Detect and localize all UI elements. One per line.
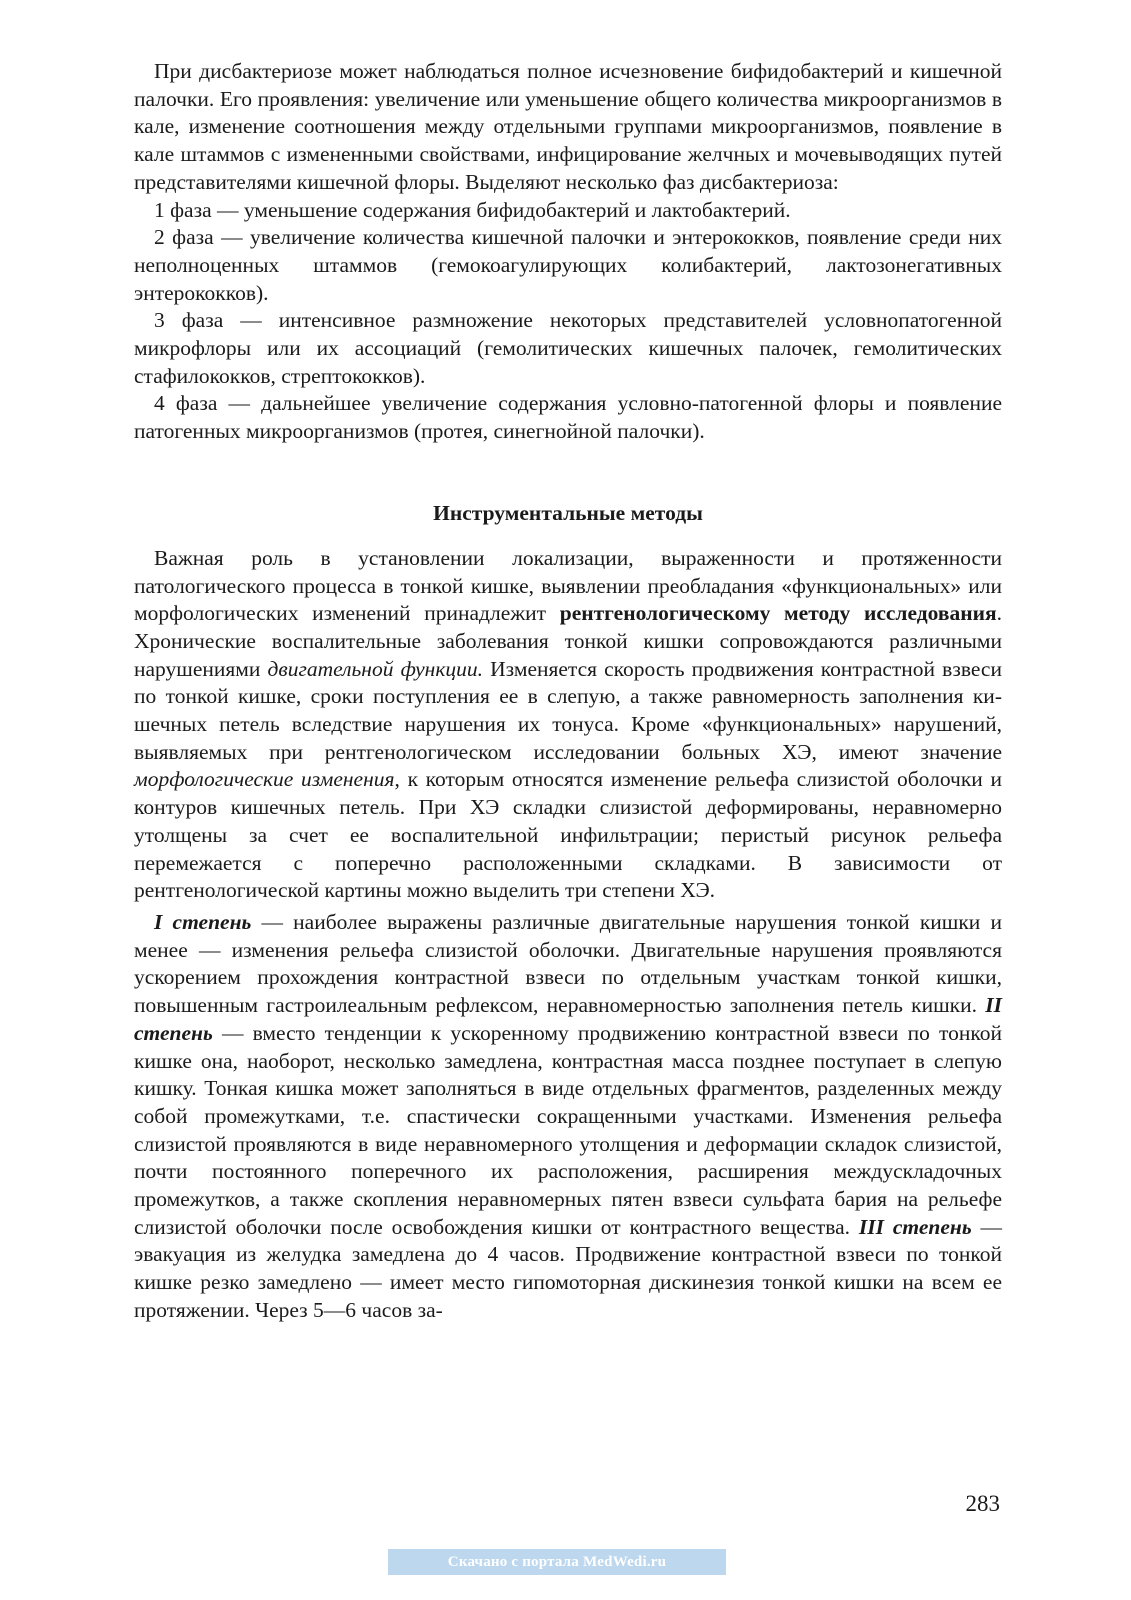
page-content — [134, 58, 1002, 1325]
text-run: Важная роль в установлении локализации, выраженности и протяженности патологического процесса в тонкой кишке, выявлении преобладания «функциональных» или морфологических изменений принадлежит — [134, 545, 1002, 626]
italic-term-motor-function: двигательной функции. — [267, 656, 484, 681]
intro-paragraph: При дисбактериозе может наблюдаться полное исчезновение бифидобактерий и кишечной палочки. Его проявления: увеличение или уменьшение общего количества микроорганизмов в кале, изменение соотношения между отдельными группами микроорганизмов, появление в кале штаммов с измененными свойствами, инфицирование желчных и мочевыводящих путей представителями кишечной флоры. Выделяют несколько фаз дисбактериоза: — [134, 59, 1002, 194]
phase-2-item: 2 фаза — увеличение количества кишечной палочки и энтерококков, появление среди них неполноценных штаммов (гемокоагулирующих колибактерий, лактозонегативных энтерококков). — [134, 225, 1002, 305]
italic-term-morphological-changes: морфологические изменения — [134, 767, 395, 792]
degree-2-label: II степень — [134, 993, 1002, 1045]
instrumental-methods-paragraph — [134, 545, 1002, 905]
degree-3-label: III степень — [858, 1214, 972, 1239]
text-run: — наиболее выражены различные двигательные нарушения тонкой кишки и менее — изменения рельефа слизистой оболочки. Двигательные нарушения проявляются ускорением прохождения контрастной взвеси по отдельным участкам тонкой кишки, повышенным гастроилеальным рефлексом, неравномерностью заполнения петель кишки. — [134, 909, 1002, 1018]
phase-1-item: 1 фаза — уменьшение содержания бифидобактерий и лактобактерий. — [154, 197, 791, 222]
spacer — [134, 446, 1002, 499]
degrees-paragraph — [134, 909, 1002, 1325]
text-run: Изменяется скорость продвижения контрастной взвеси по тонкой кишке, сроки поступления ее в слепую, а также равномерность заполнения кишечных петель вследствие нарушения их тонуса. Кроме «функциональных» нарушений, выявляемых при рентгенологическом исследовании больных ХЭ, имеют значение — [134, 656, 1002, 764]
degree-1-label: I степень — [154, 909, 252, 934]
text-run: , к которым относятся изменение рельефа слизистой оболочки и контуров кишечных петель. При ХЭ складки слизистой деформированы, неравномерно утолщены за счет ее воспалительной инфильтрации; перистый рисунок рельефа перемежается с поперечно расположенными складками. В зависимости от рентгенологической картины можно выделить три степени ХЭ. — [134, 767, 1002, 903]
page-number: 283 — [965, 1491, 1000, 1516]
spacer — [134, 527, 1002, 545]
watermark-banner: Скачано с портала MedWedi.ru — [388, 1549, 726, 1575]
section-heading: Инструментальные методы — [433, 500, 703, 525]
text-run: — эвакуация из желудка замедлена до 4 часов. Продвижение контрастной взвеси по тонкой кишке резко замедлено — имеет место гипомоторная дискинезия тонкой кишки на всем ее протяжении. Через 5—6 часов за- — [134, 1214, 1002, 1322]
text-run: — вместо тенденции к ускоренному продвижению контрастной взвеси по тонкой кишке она, наоборот, несколько замедлена, контрастная масса позднее поступает в слепую кишку. Тонкая кишка может заполняться в виде отдельных фрагментов, разделенных между собой промежутками, т.е. спастически сокращенными участками. Изменения рельефа слизистой проявляются в виде неравномерного утолщения и деформации складок слизистой, почти постоянного поперечного их расположения, расширения междускладочных промежутков, а также скопления неравномерных пятен взвеси сульфата бария на рельефе слизистой оболочки после освобождения кишки от контрастного вещества. — [134, 1020, 1002, 1239]
phase-4-item: 4 фаза — дальнейшее увеличение содержания условно-патогенной флоры и появление патогенных микроорганизмов (протея, синегнойной палочки). — [134, 391, 1002, 444]
bold-term-xray-method: рентгенологическому методу исследования — [559, 601, 997, 626]
phase-3-item: 3 фаза — интенсивное размножение некоторых представителей условнопатогенной микрофлоры или их ассоциаций (гемолитических кишечных палочек, гемолитических стафилококков, стрептококков). — [134, 308, 1002, 388]
text-run: . Хронические воспалительные заболевания тонкой кишки сопровождаются различными нарушениями — [134, 601, 1002, 681]
